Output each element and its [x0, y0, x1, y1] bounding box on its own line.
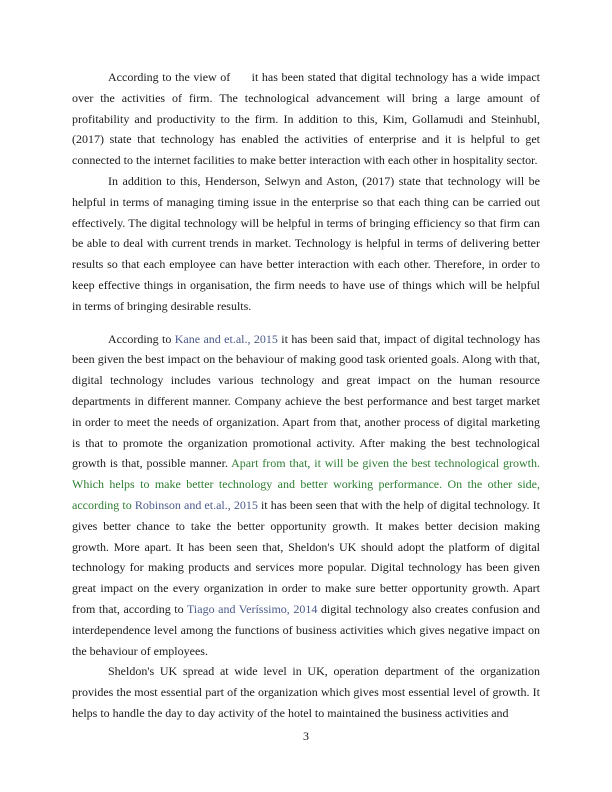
text-segment: digital technology also creates confusion and interdependence level among the functions of business activities which gives negative impact on the behaviour of employees. — [72, 601, 540, 658]
text-segment: it has been seen that with the help of digital technology. It gives better chance to take the better opportunity growth. It makes better decision making growth. More apart. It has been seen that, Sheldon's UK should adopt the platform of digital technology for making products and services more popular. Digital technology has been given great impact on the every organization in order to make sure better opportunity growth. Apart from that, according to — [72, 497, 540, 616]
page-number: 3 — [303, 729, 309, 743]
highlighted-text: Apart from that, it will be given the best technological growth. Which helps to make better technology and better working performance. On the other side, according to — [72, 456, 540, 512]
paragraph-3 — [72, 329, 540, 662]
text-segment: According to the view of it has been stated that digital technology has a wide impact over the activities of firm. The technological advancement will bring a large amount of profitability and productivity to the firm. In addition to this, Kim, Gollamudi and Steinhubl, (2017) state that technology has enabled the activities of enterprise and it is helpful to get connected to the internet facilities to make better interaction with each other in hospitality sector. — [72, 70, 543, 168]
body-text — [72, 67, 543, 724]
text-segment: Sheldon's UK spread at wide level in UK, operation department of the organization provides the most essential part of the organization which gives most essential level of growth. It helps to handle the day to day activity of the hotel to maintained the business activities and — [72, 664, 540, 720]
paragraph-1 — [72, 67, 543, 171]
paragraph-4 — [72, 661, 540, 723]
citation-tiago: Tiago and Veríssimo, 2014 — [187, 601, 318, 616]
text-segment: it has been said that, impact of digital technology has been given the best impact on the behaviour of making good task oriented goals. Along with that, digital technology includes various technology and great impact on the human resource departments in different manner. Company achieve the best performance and best target market in order to meet the needs of organization. Apart from that, another process of digital marketing is that to promote the organization promotional activity. After making the best technological growth is that, possible manner. — [72, 331, 541, 471]
text-segment: In addition to this, Henderson, Selwyn and Aston, (2017) state that technology will be helpful in terms of managing timing issue in the enterprise so that each thing can be carried out effectively. The digital technology will be helpful in terms of bringing efficiency so that firm can be able to deal with current trends in market. Technology is helpful in terms of delivering better results so that each employee can have better interaction with each other. Therefore, in order to keep effective things in organisation, the firm needs to have use of things which will be helpful in terms of bringing desirable results. — [72, 173, 540, 313]
citation-kane: Kane and et.al., 2015 — [174, 331, 278, 346]
citation-robinson: Robinson and et.al., 2015 — [134, 497, 258, 512]
paragraph-2 — [72, 171, 540, 317]
text-segment: According to — [108, 331, 175, 346]
